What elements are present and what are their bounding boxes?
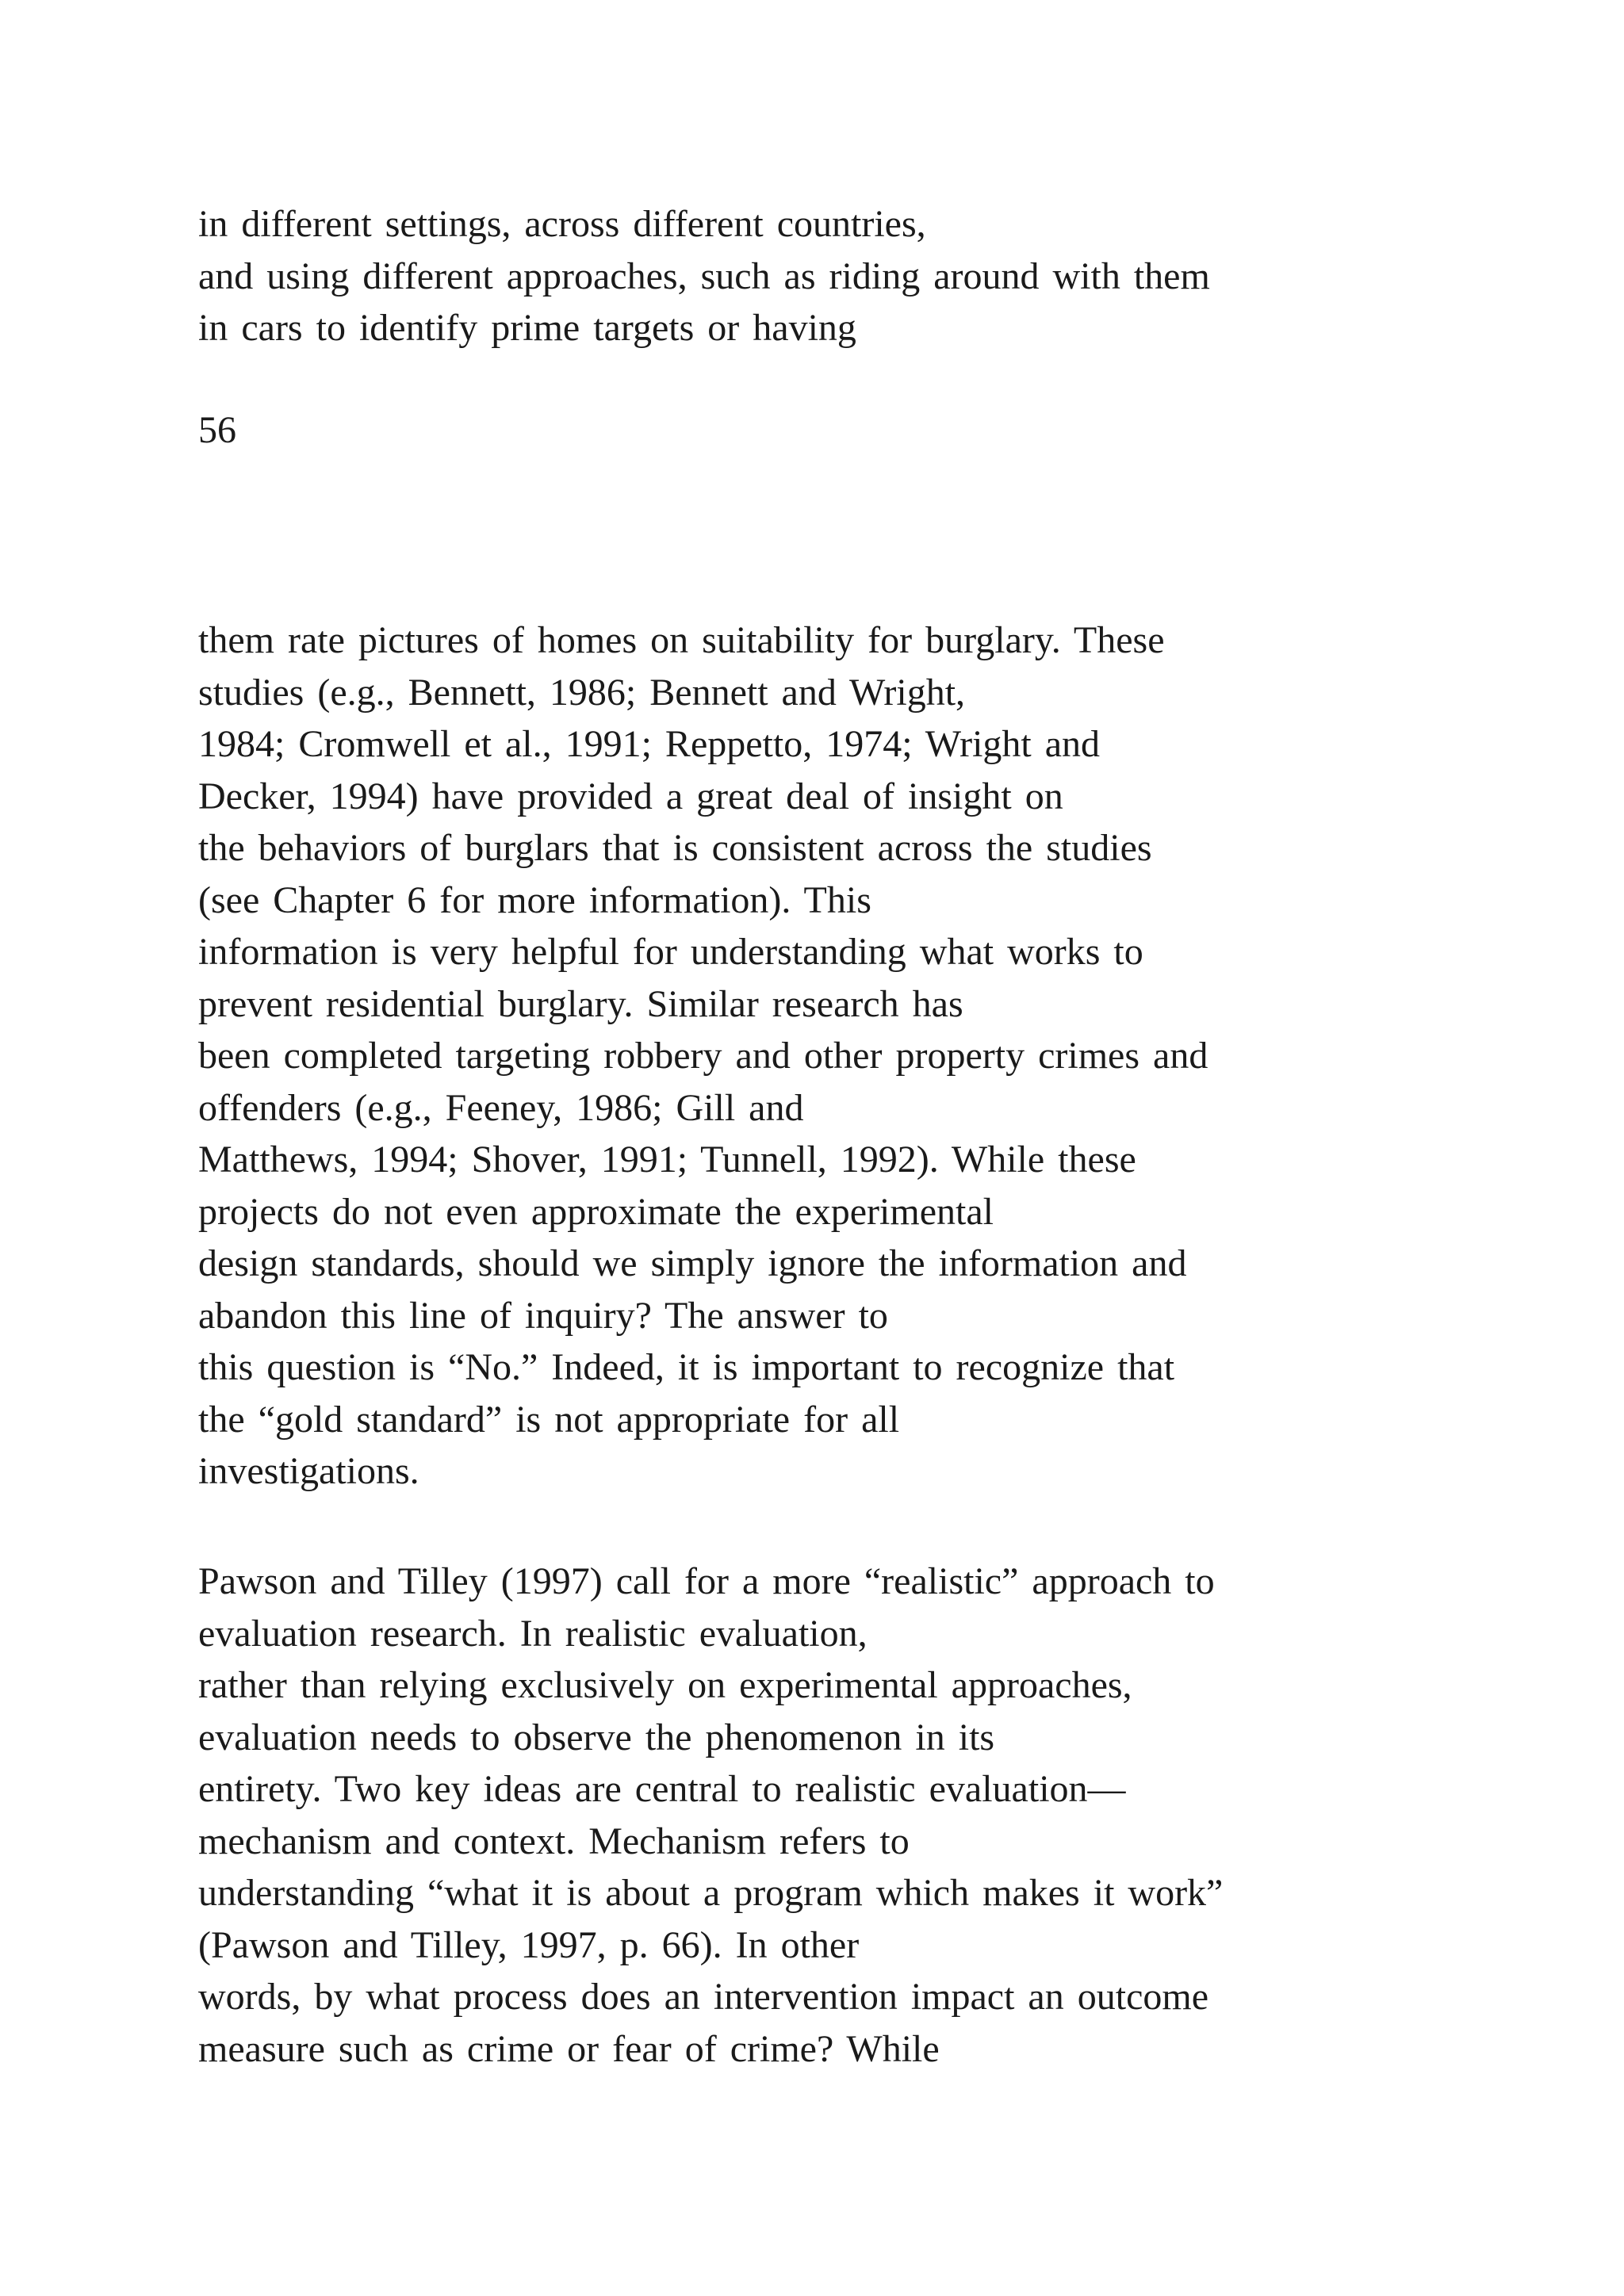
text-line: Pawson and Tilley (1997) call for a more “realistic” approach to [198, 1560, 1215, 1602]
text-line: them rate pictures of homes on suitability for burglary. These [198, 619, 1165, 661]
text-line: offenders (e.g., Feeney, 1986; Gill and [198, 1086, 804, 1129]
text-line: design standards, should we simply ignore the information and [198, 1242, 1187, 1284]
text-line: the “gold standard” is not appropriate for all [198, 1398, 900, 1441]
text-line: studies (e.g., Bennett, 1986; Bennett and Wright, [198, 671, 966, 714]
text-line: in cars to identify prime targets or having [198, 307, 856, 349]
text-line: entirety. Two key ideas are central to realistic evaluation— [198, 1768, 1126, 1810]
page-number-text: 56 [198, 409, 236, 451]
text-line: Decker, 1994) have provided a great deal of insight on [198, 775, 1063, 817]
text-line: understanding “what it is about a program which makes it work” [198, 1872, 1224, 1914]
text-line: mechanism and context. Mechanism refers to [198, 1820, 910, 1862]
paragraph-realistic-evaluation [198, 1556, 1223, 2075]
text-line: and using different approaches, such as riding around with them [198, 254, 1210, 297]
text-line: been completed targeting robbery and other property crimes and [198, 1035, 1208, 1077]
text-line: information is very helpful for understanding what works to [198, 931, 1143, 973]
text-line: prevent residential burglary. Similar research has [198, 982, 963, 1025]
text-line: words, by what process does an intervention impact an outcome [198, 1976, 1209, 2018]
text-line: Matthews, 1994; Shover, 1991; Tunnell, 1992). While these [198, 1138, 1136, 1181]
text-line: projects do not even approximate the experimental [198, 1190, 994, 1233]
text-line: this question is “No.” Indeed, it is important to recognize that [198, 1346, 1175, 1388]
text-line: abandon this line of inquiry? The answer to [198, 1294, 888, 1337]
text-line: 1984; Cromwell et al., 1991; Reppetto, 1974; Wright and [198, 723, 1101, 765]
text-line: investigations. [198, 1450, 419, 1492]
page-number [198, 404, 236, 457]
text-line: (Pawson and Tilley, 1997, p. 66). In other [198, 1923, 860, 1966]
paragraph-continuation [198, 198, 1210, 354]
text-line: measure such as crime or fear of crime? While [198, 2027, 940, 2070]
paragraph-burglary-studies [198, 614, 1208, 1498]
text-line: evaluation research. In realistic evaluation, [198, 1612, 868, 1655]
text-line: in different settings, across different countries, [198, 203, 926, 245]
text-line: rather than relying exclusively on experimental approaches, [198, 1664, 1132, 1706]
text-line: the behaviors of burglars that is consistent across the studies [198, 827, 1152, 869]
text-line: (see Chapter 6 for more information). This [198, 878, 871, 921]
text-line: evaluation needs to observe the phenomenon in its [198, 1716, 995, 1758]
